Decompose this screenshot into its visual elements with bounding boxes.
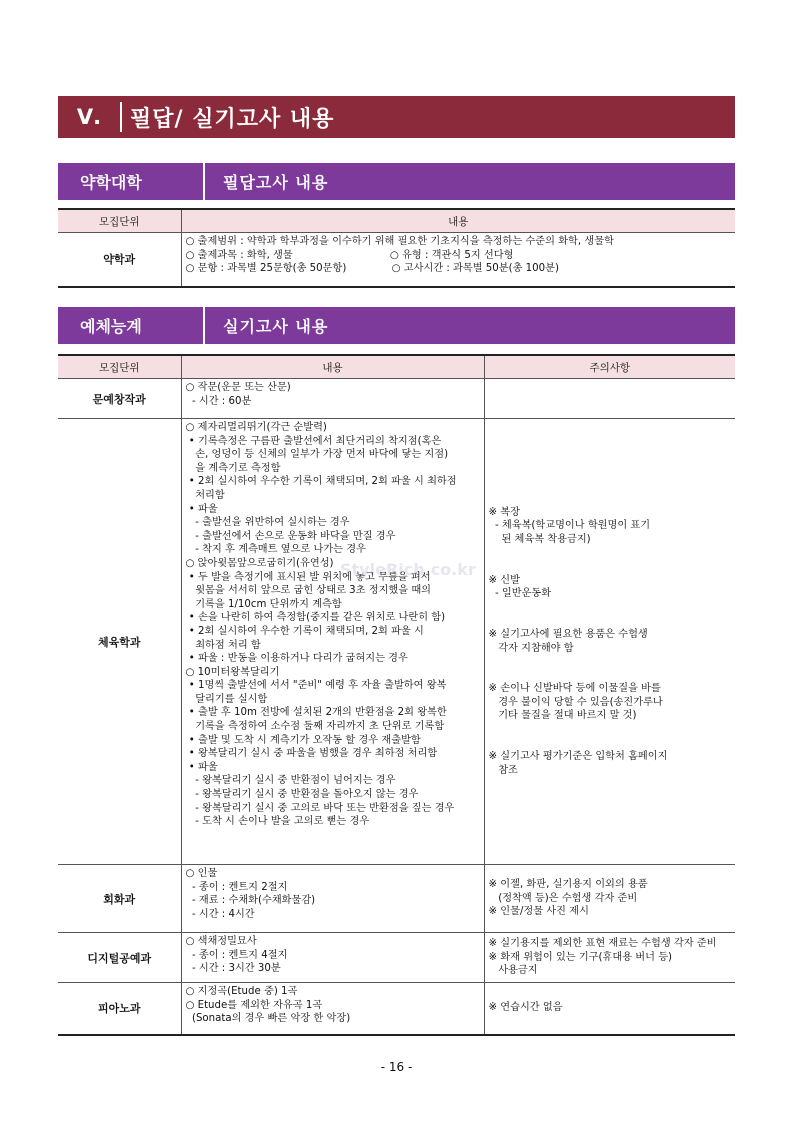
table-header: 주의사항 (484, 355, 735, 379)
section-bar-arts (58, 307, 735, 344)
content-line: • 파울 (185, 761, 218, 773)
section-heading: 실기고사 내용 (223, 317, 329, 336)
chapter-number: Ⅴ. (58, 102, 122, 132)
content-line: - 출발선에서 손으로 운동화 바닥을 만질 경우 (185, 530, 396, 542)
content-line: - 도착 시 손이나 발을 고의로 뻗는 경우 (185, 816, 370, 828)
note-line: ※ 이젤, 화판, 실기용지 이외의 용품 (488, 879, 648, 891)
content-line: - 출발선을 위반하여 실시하는 경우 (185, 517, 350, 529)
content-line: • 기록측정은 구름판 출발선에서 최단거리의 착지점(혹은 (185, 435, 442, 447)
note-line: 사용금지 (488, 965, 538, 977)
content-line: - 종이 : 켄트지 4절지 (185, 949, 288, 961)
notes-cell (484, 419, 735, 865)
content-line: ○ 인물 (185, 868, 218, 879)
content-line: ○ 앉아윗몸앞으로굽히기(유연성) (185, 557, 334, 569)
content-line: - 시간 : 4시간 (185, 908, 255, 920)
note-line: ※ 연습시간 없음 (488, 1002, 563, 1014)
content-line: - 시간 : 60분 (185, 395, 252, 407)
table-row (58, 983, 735, 1035)
note-line: ※ 화재 위험이 있는 기구(휴대용 버너 등) (488, 951, 673, 963)
watermark: StyleRich.co.kr (340, 560, 476, 579)
note-line: ※ 인물/정물 사진 제시 (488, 906, 589, 918)
content-line: 윗몸을 서서히 앞으로 굽힌 상태로 3초 정지했을 때의 (185, 585, 432, 597)
page-number: - 16 - (380, 1060, 413, 1074)
content-line: - 재료 : 수채화(수채화물감) (185, 895, 316, 907)
note-line: - 체육복(학교명이나 학원명이 표기 (488, 520, 651, 532)
note-line: ※ 실기용지를 제외한 표현 재료는 수험생 각자 준비 (488, 938, 717, 950)
content-line: - 왕복달리기 실시 중 반환점을 돌아오지 않는 경우 (185, 789, 419, 801)
content-line: - 왕복달리기 실시 중 고의로 바닥 또는 반환점을 짚는 경우 (185, 802, 455, 814)
note-line: ※ 실기고사에 필요한 용품은 수험생 (488, 628, 648, 640)
content-line: • 두 발을 측정기에 표시된 발 위치에 놓고 무릎을 펴서 (185, 571, 431, 583)
note-line (489, 737, 732, 751)
notes-cell (484, 865, 735, 933)
note-line (489, 601, 732, 615)
content-line: • 2회 실시하여 우수한 기록이 채택되며, 2회 파울 시 (185, 625, 424, 637)
note-line: ※ 복장 (488, 506, 520, 518)
dept-cell: 회화과 (58, 865, 181, 933)
note-line: ※ 신발 (488, 574, 520, 586)
dept-cell: 체육학과 (58, 419, 181, 865)
section-heading: 필답고사 내용 (223, 173, 329, 192)
table-row (58, 865, 735, 933)
content-line: ○ 10미터왕복달리기 (185, 666, 280, 678)
content-line: (Sonata의 경우 빠른 악장 한 악장) (185, 1013, 351, 1025)
note-line: 된 체육복 착용금지) (488, 533, 591, 545)
dept-cell: 피아노과 (58, 983, 181, 1035)
content-cell (181, 419, 484, 865)
content-line: • 손을 나란히 하여 측정함(중지를 같은 위치로 나란히 함) (185, 612, 446, 624)
content-line: 처리함 (185, 489, 225, 501)
content-line: ○ 문항 : 과목별 25문항(총 50문항) ○ 고사시간 : 과목별 50분(총 100분) (185, 263, 559, 275)
content-line: • 1명씩 출발선에 서서 "준비" 예령 후 자율 출발하여 왕복 (185, 680, 447, 692)
content-line: ○ 지정곡(Etude 중) 1곡 (185, 986, 298, 997)
table-row (58, 933, 735, 983)
note-line: 참조 (488, 764, 518, 776)
dept-cell: 문예창작과 (58, 379, 181, 419)
table-header: 내용 (181, 209, 735, 233)
content-line: • 파울 : 반동을 이용하거나 다리가 굽혀지는 경우 (185, 653, 408, 665)
content-line: • 출발 후 10m 전방에 설치된 2개의 반환점을 2회 왕복한 (185, 707, 447, 719)
section-bar-pharmacy (58, 163, 735, 200)
written-exam-table (58, 208, 735, 288)
note-line: - 일반운동화 (488, 588, 552, 600)
chapter-title-bar (58, 96, 735, 138)
content-line: ○ Etude를 제외한 자유곡 1곡 (185, 999, 323, 1011)
section-college-label: 예체능계 (80, 317, 142, 336)
content-line: - 왕복달리기 실시 중 반환점이 넘어지는 경우 (185, 775, 396, 787)
table-row (58, 419, 735, 865)
content-line: • 왕복달리기 실시 중 파울을 범했을 경우 최하점 처리함 (185, 748, 438, 760)
content-line: 을 계측기로 측정함 (185, 462, 281, 474)
content-cell (181, 983, 484, 1035)
note-line: 경우 불이익 당할 수 있음(송진가루나 (488, 696, 663, 708)
practical-exam-table (58, 354, 735, 1036)
content-cell (181, 933, 484, 983)
note-line (489, 655, 732, 669)
note-line: 기타 물질을 절대 바르지 말 것) (488, 710, 637, 722)
content-line: - 종이 : 켄트지 2절지 (185, 881, 288, 893)
content-line: 최하점 처리 함 (185, 639, 261, 651)
note-line: ※ 손이나 신발바닥 등에 이물질을 바를 (488, 683, 661, 695)
note-line: ※ 실기고사 평가기준은 입학처 홈페이지 (488, 751, 668, 763)
notes-cell (484, 379, 735, 419)
content-line: 달리기를 실시함 (185, 693, 268, 705)
note-line (489, 546, 732, 560)
content-line: ○ 작문(운문 또는 산문) (185, 382, 291, 393)
notes-cell (484, 983, 735, 1035)
notes-cell (484, 933, 735, 983)
content-line: ○ 출제범위 : 약학과 학부과정을 이수하기 위해 필요한 기초지식을 측정하는 수준의 화학, 생물학 (185, 236, 614, 247)
content-line: ○ 제자리멀리뛰기(각근 순발력) (185, 422, 327, 433)
note-line: (정착액 등)은 수험생 각자 준비 (488, 892, 638, 904)
content-line: • 출발 및 도착 시 계측기가 오작동 할 경우 재출발함 (185, 734, 421, 746)
note-line: 각자 지참해야 함 (488, 642, 574, 654)
table-header: 내용 (181, 355, 484, 379)
chapter-title: 필답/ 실기고사 내용 (130, 106, 335, 132)
content-line: ○ 출제과목 : 화학, 생물 ○ 유형 : 객관식 5지 선다형 (185, 249, 514, 261)
content-cell (181, 865, 484, 933)
content-line: • 파울 (185, 503, 218, 515)
section-college-label: 약학대학 (80, 173, 142, 192)
note-line (489, 669, 732, 683)
content-line: 손, 엉덩이 등 신체의 일부가 가장 먼저 바닥에 닿는 지점) (185, 449, 449, 461)
content-cell (181, 233, 735, 287)
dept-cell: 약학과 (58, 233, 181, 287)
dept-cell: 디지털공예과 (58, 933, 181, 983)
content-line: 기록을 1/10cm 단위까지 계측함 (185, 598, 342, 610)
note-line (489, 614, 732, 628)
table-row (58, 379, 735, 419)
table-header: 모집단위 (58, 209, 181, 233)
table-header: 모집단위 (58, 355, 181, 379)
note-line (489, 723, 732, 737)
content-cell (181, 379, 484, 419)
content-line: ○ 색채정밀묘사 (185, 936, 257, 947)
content-line: - 착지 후 계측매트 옆으로 나가는 경우 (185, 544, 366, 556)
content-line: 기록을 측정하여 소수점 둘째 자리까지 초 단위로 기록함 (185, 721, 445, 733)
note-line (489, 560, 732, 574)
content-line: - 시간 : 3시간 30분 (185, 963, 281, 975)
content-line: • 2회 실시하여 우수한 기록이 채택되며, 2회 파울 시 최하점 (185, 476, 457, 488)
